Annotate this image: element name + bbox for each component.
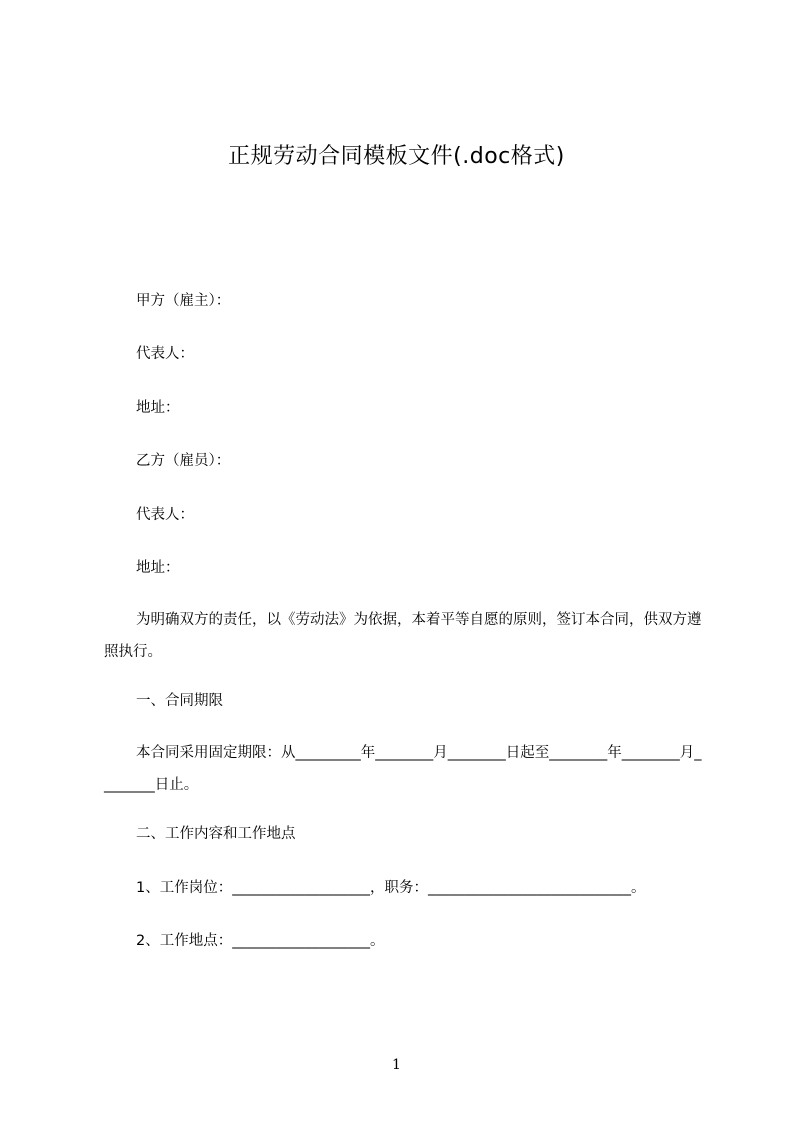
party-b-representative: 代表人： xyxy=(136,507,194,523)
section2-item-location: 2、工作地点：___________________。 xyxy=(136,933,385,949)
document-title: 正规劳动合同模板文件(.doc格式) xyxy=(228,144,565,169)
page-number: 1 xyxy=(392,1057,401,1073)
section1-heading: 一、合同期限 xyxy=(136,693,223,709)
party-b-label: 乙方（雇员）： xyxy=(136,453,231,469)
preamble-paragraph: 为明确双方的责任，以《劳动法》为依据，本着平等自愿的原则，签订本合同，供双方遵照执行。 xyxy=(104,612,702,660)
party-b-address: 地址： xyxy=(136,560,180,576)
section2-item-position: 1、工作岗位：___________________，职务：____________________________。 xyxy=(136,880,646,896)
section1-body: 本合同采用固定期限：从_________年________月________日起至________年________月________日止。 xyxy=(104,745,702,793)
party-a-label: 甲方（雇主）： xyxy=(136,293,231,309)
party-a-representative: 代表人： xyxy=(136,346,194,362)
party-a-address: 地址： xyxy=(136,400,180,416)
section2-heading: 二、工作内容和工作地点 xyxy=(136,826,296,842)
